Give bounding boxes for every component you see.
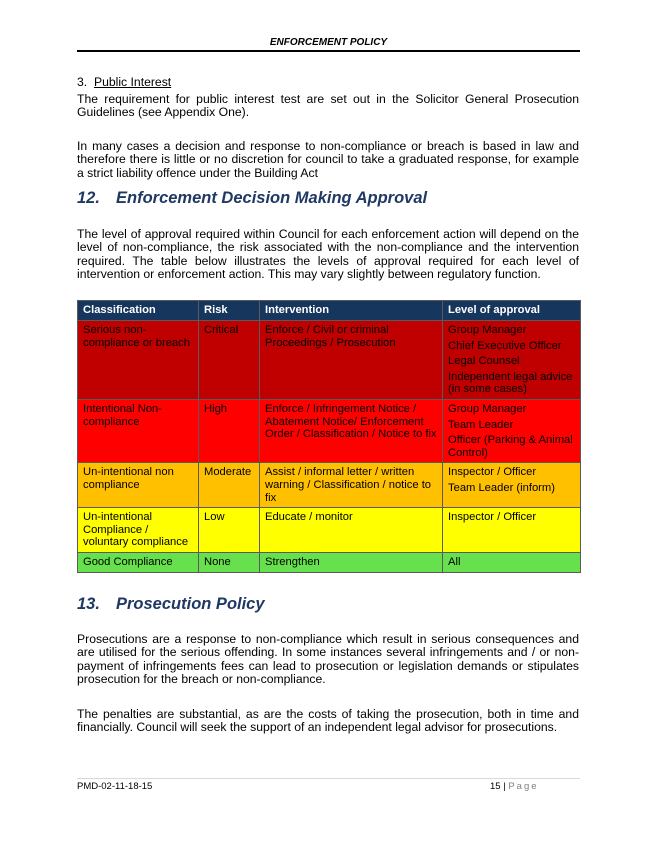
header-intervention: Intervention bbox=[260, 301, 443, 321]
cell-approval bbox=[443, 552, 581, 572]
cell-intervention: Assist / informal letter / written warning / Classification / notice to fix bbox=[260, 463, 443, 508]
header-classification: Classification bbox=[78, 301, 199, 321]
cell-classification: Intentional Non-compliance bbox=[78, 399, 199, 462]
cell-classification: Serious non-compliance or breach bbox=[78, 321, 199, 400]
public-interest-number: 3. bbox=[77, 75, 88, 89]
cell-risk: Low bbox=[199, 508, 260, 553]
header-rule bbox=[77, 50, 580, 52]
cell-risk: Moderate bbox=[199, 463, 260, 508]
approval-item: Independent legal advice (in some cases) bbox=[448, 370, 573, 396]
table-header-row bbox=[78, 301, 581, 321]
approval-item: Chief Executive Officer bbox=[448, 339, 562, 352]
section-13-title: Prosecution Policy bbox=[116, 595, 265, 613]
cell-classification: Un-intentional Compliance / voluntary compliance bbox=[78, 508, 199, 553]
approval-table bbox=[77, 300, 581, 573]
table-row bbox=[78, 321, 581, 400]
footer-page-number: 15 bbox=[490, 781, 501, 792]
cell-risk: None bbox=[199, 552, 260, 572]
cell-intervention: Educate / monitor bbox=[260, 508, 443, 553]
table-row bbox=[78, 552, 581, 572]
approval-item: Team Leader (inform) bbox=[448, 481, 555, 494]
footer-page-label: Page bbox=[508, 781, 539, 792]
public-interest-para2: In many cases a decision and response to non-compliance or breach is based in law and therefore there is little or no discretion for council to take a graduated response, for example a strict liability offence under the Building Act bbox=[77, 139, 579, 180]
cell-risk: High bbox=[199, 399, 260, 462]
approval-item: Legal Counsel bbox=[448, 355, 520, 368]
cell-intervention: Enforce / Civil or criminal Proceedings / Prosecution bbox=[260, 321, 443, 400]
approval-item: Officer (Parking & Animal Control) bbox=[448, 434, 573, 459]
section-12-title: Enforcement Decision Making Approval bbox=[116, 189, 428, 207]
cell-approval bbox=[443, 399, 581, 462]
public-interest-title: Public Interest bbox=[93, 75, 172, 89]
section-12-para: The level of approval required within Council for each enforcement action will depend on the level of non-compliance, the risk associated with the non-compliance and the intervention required. The table below illustrates the levels of approval required for each level of intervention or enforcement action. This may vary slightly between regulatory function. bbox=[77, 227, 579, 282]
cell-approval bbox=[443, 508, 581, 553]
approval-item: Inspector / Officer bbox=[448, 466, 537, 479]
cell-intervention: Strengthen bbox=[260, 552, 443, 572]
table-row bbox=[78, 463, 581, 508]
section-13-para2: The penalties are substantial, as are the costs of taking the prosecution, both in time and financially. Council will seek the support of an independent legal advisor for prosecutions. bbox=[77, 707, 579, 735]
header-risk: Risk bbox=[199, 301, 260, 321]
table-row bbox=[78, 508, 581, 553]
cell-classification: Un-intentional non compliance bbox=[78, 463, 199, 508]
footer-page bbox=[490, 781, 539, 792]
public-interest-heading bbox=[77, 76, 579, 89]
cell-approval bbox=[443, 321, 581, 400]
public-interest-para1: The requirement for public interest test are set out in the Solicitor General Prosecution Guidelines (see Appendix One). bbox=[77, 92, 579, 120]
section-13-heading bbox=[77, 595, 265, 614]
cell-intervention: Enforce / Infringement Notice / Abatement Notice/ Enforcement Order / Classification / Notice to fix bbox=[260, 399, 443, 462]
approval-item: Inspector / Officer bbox=[448, 511, 537, 524]
footer-rule bbox=[77, 778, 580, 779]
section-13-para1: Prosecutions are a response to non-compliance which result in serious consequences and are utilised for the serious offending. In some instances several infringements and / or non-payment of infringements fees can lead to prosecution or legislation demands or stipulates prosecution for the breach or non-compliance. bbox=[77, 632, 579, 687]
approval-item: Team Leader bbox=[448, 418, 514, 431]
cell-approval bbox=[443, 463, 581, 508]
section-12-number: 12. bbox=[77, 189, 100, 207]
page-header-title: ENFORCEMENT POLICY bbox=[269, 37, 388, 48]
cell-risk: Critical bbox=[199, 321, 260, 400]
section-13-number: 13. bbox=[77, 595, 100, 613]
section-12-heading bbox=[77, 189, 427, 208]
approval-item: All bbox=[448, 555, 461, 568]
approval-item: Group Manager bbox=[448, 324, 527, 336]
footer-separator: | bbox=[503, 781, 506, 792]
table-row bbox=[78, 399, 581, 462]
approval-item: Group Manager bbox=[448, 402, 527, 415]
cell-classification: Good Compliance bbox=[78, 552, 199, 572]
footer-doc-id: PMD-02-11-18-15 bbox=[77, 781, 153, 792]
header-approval: Level of approval bbox=[443, 301, 581, 321]
